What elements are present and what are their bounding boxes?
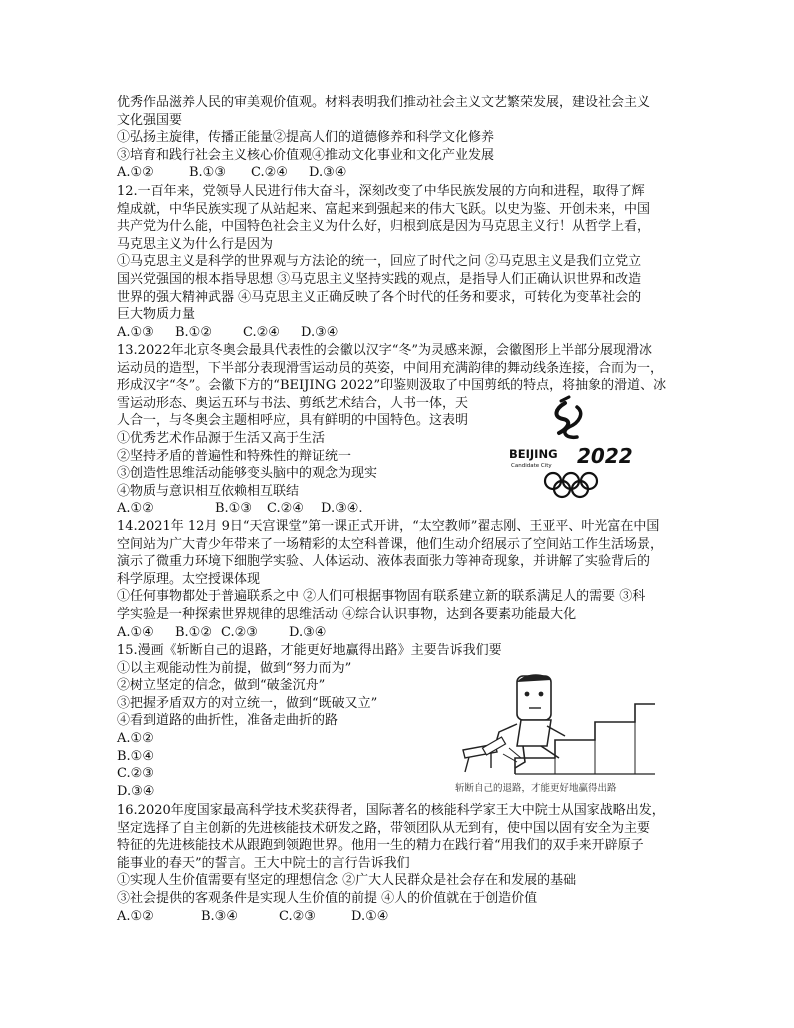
option-c: C.②④ xyxy=(267,501,304,517)
text-line: 13.2022年北京冬奥会最具代表性的会徽以汉字“冬”为灵感来源，会徽图形上半部分展现滑冰 xyxy=(117,343,653,358)
option-a: A.①② xyxy=(117,730,154,746)
option-a: A.①② xyxy=(117,908,154,924)
logo-word: BEIJING xyxy=(509,447,558,461)
option-b: B.①④ xyxy=(117,748,154,764)
logo-year: 2022 xyxy=(577,444,633,468)
text-line: ①实现人生价值需要有坚定的理想信念 ②广大人民群众是社会存在和发展的基础 xyxy=(117,873,577,889)
text-line: 人合一，与冬奥会主题相呼应，具有鲜明的中国特色。这表明 xyxy=(117,413,469,429)
option-b: B.①② xyxy=(175,324,212,340)
question-14 xyxy=(117,518,677,641)
option-b: B.①③ xyxy=(189,165,226,181)
option-a: A.①② xyxy=(117,165,154,181)
logo-sub: Candidate City xyxy=(511,463,552,469)
answer-options xyxy=(117,500,677,518)
text-line: 12.一百年来，党领导人民进行伟大奋斗，深刻改变了中华民族发展的方向和进程，取得了辉 xyxy=(117,184,645,199)
text-line: 共产党为什么能，中国特色社会主义为什么好，归根到底是因为马克思主义行！从哲学上看， xyxy=(117,219,651,235)
option-c: C.②③ xyxy=(221,624,258,640)
text-line: 优秀作品滋养人民的审美观价值观。材料表明我们推动社会主义文艺繁荣发展，建设社会主义 xyxy=(117,95,651,110)
option-c: C.②④ xyxy=(243,324,280,340)
answer-options xyxy=(117,164,677,182)
cartoon-figure xyxy=(455,662,660,797)
olympic-rings-icon xyxy=(545,473,597,497)
text-line: ③培育和践行社会主义核心价值观④推动文化事业和文化产业发展 xyxy=(117,147,495,163)
text-line: ①马克思主义是科学的世界观与方法论的统一，回应了时代之问 ②马克思主义是我们立党立 xyxy=(117,254,642,270)
option-d: D.③④ xyxy=(301,324,339,340)
text-line: 巨大物质力量 xyxy=(117,307,196,323)
text-line: ②树立坚定的信念，做到“破釜沉舟” xyxy=(117,678,326,694)
option-c: C.②③ xyxy=(279,908,316,924)
text-line: ③创造性思维活动能够变头脑中的观念为现实 xyxy=(117,466,378,482)
question-12 xyxy=(117,183,677,341)
cartoon-caption: 斩断自己的退路，才能更好地赢得出路 xyxy=(455,783,617,794)
option-d: D.③④ xyxy=(289,624,327,640)
option-a: A.①② xyxy=(117,501,154,517)
text-line: ③把握矛盾双方的对立统一，做到“既破又立” xyxy=(117,695,378,711)
text-line: 演示了微重力环境下细胞学实验、人体运动、液体表面张力等神奇现象，并讲解了实验背后的 xyxy=(117,554,651,570)
text-line: 空间站为广大青少年带来了一场精彩的太空科普课，他们生动介绍展示了空间站工作生活场景， xyxy=(117,536,664,552)
question-16 xyxy=(117,802,677,925)
option-d: D.③④ xyxy=(117,783,155,799)
text-line: 14.2021年 12月 9日“天宫课堂”第一课正式开讲，“太空教师”翟志刚、王亚平、叶光富在中国 xyxy=(117,519,660,534)
cartoon-icon xyxy=(455,662,660,782)
text-line: 16.2020年度国家最高科学技术奖获得者，国际著名的核能科学家王大中院士从国家战略出发， xyxy=(117,803,665,818)
text-line: 文化强国要 xyxy=(117,112,183,128)
text-line: ②坚持矛盾的普遍性和特殊性的辩证统一 xyxy=(117,448,352,464)
text-line: ④物质与意识相互依赖相互联结 xyxy=(117,483,300,499)
text-line: ④看到道路的曲折性，准备走曲折的路 xyxy=(117,713,339,729)
text-line: 雪运动形态、奥运五环与书法、剪纸艺术结合，人书一体，天 xyxy=(117,395,469,411)
option-d: D.③④. xyxy=(321,501,363,517)
text-line: ①任何事物都处于普遍联系之中 ②人们可根据事物固有联系建立新的联系满足人的需要 ③科 xyxy=(117,589,646,605)
option-d: D.①④ xyxy=(351,908,389,924)
logo-emblem-icon xyxy=(505,395,645,500)
text-line: 马克思主义为什么行是因为 xyxy=(117,236,274,252)
text-line: ③社会提供的客观条件是实现人生价值的前提 ④人的价值就在于创造价值 xyxy=(117,890,538,906)
text-line: 世界的强大精神武器 ④马克思主义正确反映了各个时代的任务和要求，可转化为变革社会的 xyxy=(117,289,642,305)
option-c: C.②④ xyxy=(251,165,288,181)
answer-options xyxy=(117,324,677,342)
option-d: D.③④ xyxy=(309,165,347,181)
text-line: 科学原理。太空授课体现 xyxy=(117,571,261,587)
text-line: ①弘扬主旋律，传播正能量②提高人们的道德修养和科学文化修养 xyxy=(117,130,495,146)
answer-options xyxy=(117,908,677,926)
text-line: 15.漫画《斩断自己的退路，才能更好地赢得出路》主要告诉我们要 xyxy=(117,643,502,658)
answer-options xyxy=(117,624,677,642)
option-b: B.①③ xyxy=(215,501,252,517)
text-line: 学实验是一种探索世界规律的思维活动 ④综合认识事物，达到各要素功能最大化 xyxy=(117,606,577,622)
question-11-tail xyxy=(117,94,677,182)
option-b: B.①② xyxy=(175,624,212,640)
text-line: 煌成就，中华民族实现了从站起来、富起来到强起来的伟大飞跃。以史为鉴、开创未来，中国 xyxy=(117,201,651,217)
option-c: C.②③ xyxy=(117,766,154,782)
text-line: 坚定选择了自主创新的先进核能技术研发之路，带领团队从无到有，使中国以固有安全为主要 xyxy=(117,820,651,836)
text-line: 特征的先进核能技术从跟跑到领跑世界。他用一生的精力在践行着“用我们的双手来开辟原子 xyxy=(117,838,644,854)
text-line: 国兴党强国的根本指导思想 ③马克思主义坚持实践的观点，是指导人们正确认识世界和改造 xyxy=(117,271,642,287)
text-line: 运动员的造型，下半部分表现滑雪运动员的英姿，中间用充满韵律的舞动线条连接，合而为一， xyxy=(117,360,664,376)
beijing-2022-logo xyxy=(505,395,645,500)
text-line: 能事业的春天”的誓言。王大中院士的言行告诉我们 xyxy=(117,855,410,871)
text-line: ①优秀艺术作品源于生活又高于生活 xyxy=(117,430,326,446)
option-a: A.①④ xyxy=(117,624,154,640)
text-line: ①以主观能动性为前提，做到“努力而为” xyxy=(117,660,352,676)
text-line: 形成汉字“冬”。会徽下方的“BEIJING 2022”印鉴则汲取了中国剪纸的特点，将抽象的滑道、冰 xyxy=(117,378,667,394)
option-b: B.③④ xyxy=(201,908,238,924)
option-a: A.①③ xyxy=(117,324,154,340)
